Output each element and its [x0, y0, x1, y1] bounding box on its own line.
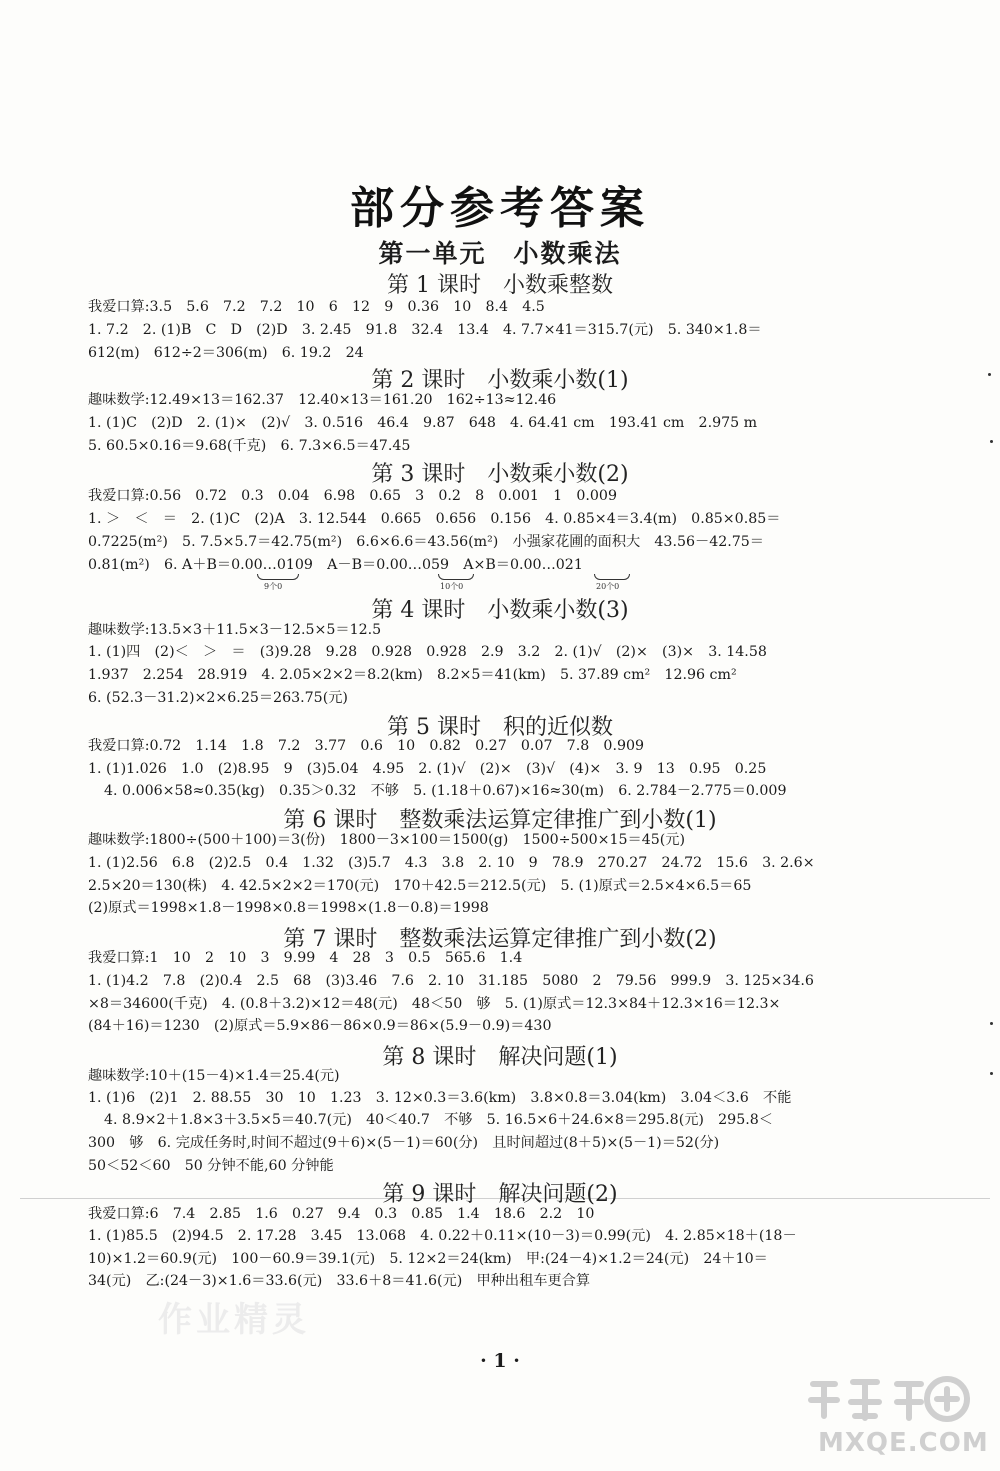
answer-line: 5. 60.5×0.16＝9.68(千克) 6. 7.3×6.5＝47.45 [88, 438, 411, 454]
answer-line: 1. (1)85.5 (2)94.5 2. 17.28 3.45 13.068 4. 0.22＋0.11×(10－3)＝0.99(元) 4. 2.85×18＋(18－ [88, 1228, 797, 1244]
answer-line: 趣味数学:12.49×13＝162.37 12.40×13＝161.20 162÷13≈12.46 [88, 392, 557, 408]
lesson-heading: 第 7 课时 整数乘法运算定律推广到小数(2) [283, 927, 717, 952]
brace-label: 20个0 [596, 582, 620, 591]
lesson-heading: 第 5 课时 积的近似数 [387, 715, 613, 740]
answer-line: 1. (1)2.56 6.8 (2)2.5 0.4 1.32 (3)5.7 4.3 3.8 2. 10 9 78.9 270.27 24.72 15.6 3. 2.6× [88, 855, 815, 871]
answer-line: 1. (1)1.026 1.0 (2)8.95 9 (3)5.04 4.95 2. (1)√ (2)× (3)√ (4)× 3. 9 13 0.95 0.25 [88, 761, 767, 777]
lesson-heading: 第 1 课时 小数乘整数 [387, 273, 613, 298]
scan-dot [990, 1072, 993, 1075]
answer-line: 612(m) 612÷2＝306(m) 6. 19.2 24 [88, 345, 364, 361]
brace-mark [594, 574, 630, 580]
lesson-heading: 第 2 课时 小数乘小数(1) [371, 368, 629, 393]
scan-dot [990, 1022, 993, 1025]
answer-line: 趣味数学:10＋(15－4)×1.4＝25.4(元) [88, 1068, 340, 1084]
answer-line: 4. 8.9×2＋1.8×3＋3.5×5＝40.7(元) 40＜40.7 不够 5. 16.5×6＋24.6×8＝295.8(元) 295.8＜ [104, 1112, 773, 1128]
answer-line: (84＋16)＝1230 (2)原式＝5.9×86－86×0.9＝86×(5.9－0.9)＝430 [88, 1018, 552, 1034]
lesson-heading: 第 3 课时 小数乘小数(2) [371, 462, 629, 487]
answer-line: 趣味数学:1800÷(500＋100)＝3(份) 1800－3×100＝1500(g) 1500÷500×15＝45(元) [88, 832, 686, 848]
watermark-logo [805, 1372, 980, 1424]
answer-line: 50＜52＜60 50 分钟不能,60 分钟能 [88, 1158, 334, 1174]
watermark-url: MXQE.COM [818, 1428, 989, 1458]
answer-line: 1. 7.2 2. (1)B C D (2)D 3. 2.45 91.8 32.4 13.4 4. 7.7×41＝315.7(元) 5. 340×1.8＝ [88, 322, 762, 338]
lesson-heading: 第 6 课时 整数乘法运算定律推广到小数(1) [283, 808, 717, 833]
faded-stamp: 作业精灵 [158, 1300, 310, 1340]
unit-title: 第一单元 小数乘法 [378, 239, 622, 268]
lesson-heading: 第 8 课时 解决问题(1) [382, 1045, 618, 1070]
answer-line: 1. (1)4.2 7.8 (2)0.4 2.5 68 (3)3.46 7.6 2. 10 31.185 5080 2 79.56 999.9 3. 125×34.6 [88, 973, 814, 989]
answer-line: 6. (52.3－31.2)×2×6.25＝263.75(元) [88, 690, 348, 706]
answer-line: 1. (1)四 (2)＜ ＞ ＝ (3)9.28 9.28 0.928 0.928 2.9 3.2 2. (1)√ (2)× (3)× 3. 14.58 [88, 644, 767, 660]
brace-label: 10个0 [440, 582, 464, 591]
page-number: · 1 · [480, 1350, 520, 1372]
answer-line: 0.81(m²) 6. A＋B＝0.00…0109 A－B＝0.00…059 A×B＝0.00…021 [88, 557, 583, 573]
scan-dot [988, 373, 991, 376]
answer-line: 我爱口算:1 10 2 10 3 9.99 4 28 3 0.5 565.6 1.4 [88, 950, 523, 966]
answer-line: 趣味数学:13.5×3＋11.5×3－12.5×5＝12.5 [88, 622, 382, 638]
answer-line: 10)×1.2＝60.9(元) 100－60.9＝39.1(元) 5. 12×2＝24(km) 甲:(24－4)×1.2＝24(元) 24＋10＝ [88, 1251, 768, 1267]
answer-line: 我爱口算:6 7.4 2.85 1.6 0.27 9.4 0.3 0.85 1.4 18.6 2.2 10 [88, 1206, 595, 1222]
answer-line: 4. 0.006×58≈0.35(kg) 0.35＞0.32 不够 5. (1.18＋0.67)×16≈30(m) 6. 2.784－2.775＝0.009 [104, 783, 787, 799]
answer-line: 我爱口算:0.72 1.14 1.8 7.2 3.77 0.6 10 0.82 0.27 0.07 7.8 0.909 [88, 738, 645, 754]
answer-line: 1. (1)6 (2)1 2. 88.55 30 10 1.23 3. 12×0.3＝3.6(km) 3.8×0.8＝3.04(km) 3.04＜3.6 不能 [88, 1090, 792, 1106]
answer-line: 2.5×20＝130(株) 4. 42.5×2×2＝170(元) 170＋42.5＝212.5(元) 5. (1)原式＝2.5×4×6.5＝65 [88, 878, 752, 894]
brace-label: 9个0 [264, 582, 283, 591]
answer-line: 0.7225(m²) 5. 7.5×5.7＝42.75(m²) 6.6×6.6＝43.56(m²) 小强家花圃的面积大 43.56－42.75＝ [88, 534, 764, 550]
lesson-heading: 第 4 课时 小数乘小数(3) [371, 598, 629, 623]
answer-line: 34(元) 乙:(24－3)×1.6＝33.6(元) 33.6＋8＝41.6(元) 甲种出租车更合算 [88, 1273, 591, 1289]
answer-line: 我爱口算:3.5 5.6 7.2 7.2 10 6 12 9 0.36 10 8.4 4.5 [88, 299, 545, 315]
scan-dot [990, 440, 993, 443]
brace-mark [438, 574, 474, 580]
answer-line: 300 够 6. 完成任务时,时间不超过(9＋6)×(5－1)＝60(分) 且时间超过(8＋5)×(5－1)＝52(分) [88, 1135, 720, 1151]
answer-line: 1. (1)C (2)D 2. (1)× (2)√ 3. 0.516 46.4 9.87 648 4. 64.41 cm 193.41 cm 2.975 m [88, 415, 758, 431]
answer-line: (2)原式＝1998×1.8－1998×0.8＝1998×(1.8－0.8)＝1998 [88, 900, 489, 916]
answer-line: 1. ＞ ＜ ＝ 2. (1)C (2)A 3. 12.544 0.665 0.656 0.156 4. 0.85×4＝3.4(m) 0.85×0.85＝ [88, 511, 781, 527]
page-title: 部分参考答案 [350, 183, 650, 234]
answer-line: 我爱口算:0.56 0.72 0.3 0.04 6.98 0.65 3 0.2 8 0.001 1 0.009 [88, 488, 617, 504]
brace-mark [257, 574, 299, 580]
answer-line: ×8＝34600(千克) 4. (0.8＋3.2)×12＝48(元) 48＜50 够 5. (1)原式＝12.3×84＋12.3×16＝12.3× [88, 996, 781, 1012]
lesson-heading: 第 9 课时 解决问题(2) [382, 1182, 618, 1207]
answer-line: 1.937 2.254 28.919 4. 2.05×2×2＝8.2(km) 8.2×5＝41(km) 5. 37.89 cm² 12.96 cm² [88, 667, 737, 683]
